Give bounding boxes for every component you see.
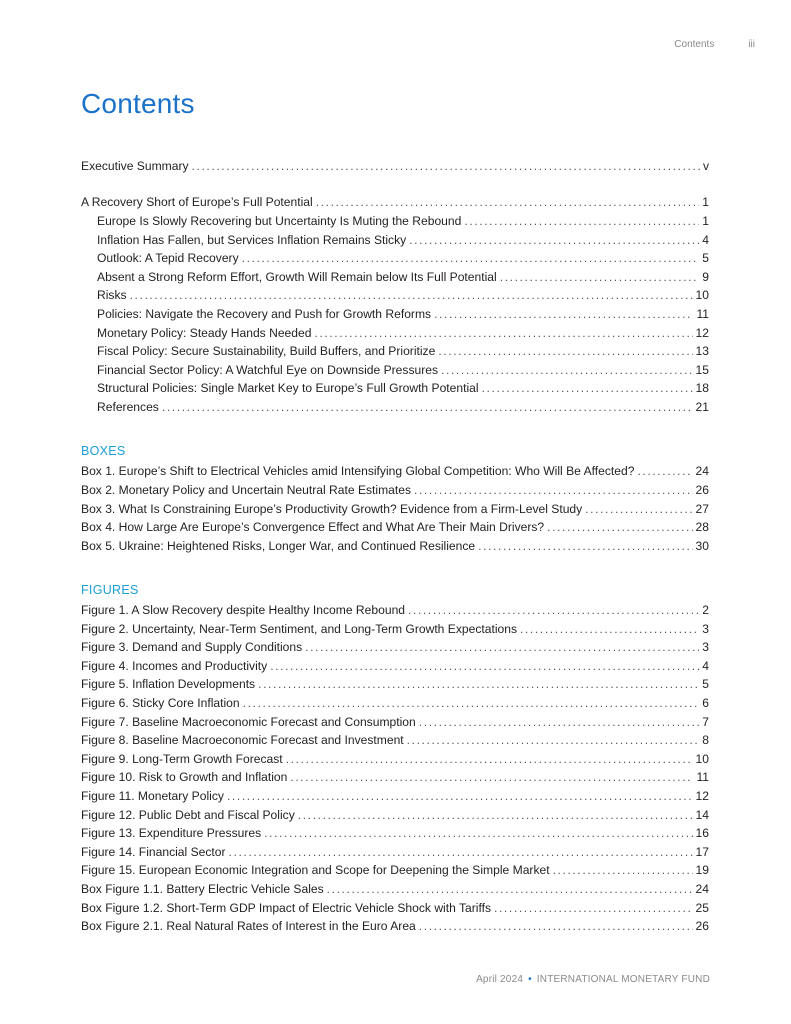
toc-entry-page: 28 bbox=[695, 520, 709, 534]
page-footer bbox=[476, 974, 710, 985]
figure-entry[interactable] bbox=[81, 750, 709, 769]
leader-dots bbox=[434, 305, 693, 324]
leader-dots bbox=[408, 601, 699, 620]
toc-entry-title: A Recovery Short of Europe’s Full Potential bbox=[81, 195, 313, 209]
toc-entry-title: Box 2. Monetary Policy and Uncertain Neutral Rate Estimates bbox=[81, 483, 412, 497]
leader-dots bbox=[162, 398, 693, 417]
toc-entry-page: 6 bbox=[702, 696, 709, 710]
leader-dots bbox=[494, 899, 693, 918]
toc-entry-title: References bbox=[97, 400, 159, 414]
toc-entry-title: Figure 15. European Economic Integration and Scope for Deepening the Simple Market bbox=[81, 863, 550, 877]
toc-subentry[interactable] bbox=[97, 231, 709, 250]
leader-dots bbox=[520, 620, 699, 639]
leader-dots bbox=[290, 768, 693, 787]
toc-entry-page: 5 bbox=[702, 251, 709, 265]
figure-entry[interactable] bbox=[81, 787, 709, 806]
toc-entry-title: Figure 4. Incomes and Productivity bbox=[81, 659, 268, 673]
figure-entry[interactable] bbox=[81, 620, 709, 639]
toc-entry-title: Figure 12. Public Debt and Fiscal Policy bbox=[81, 808, 295, 822]
figure-entry[interactable] bbox=[81, 694, 709, 713]
figure-entry[interactable] bbox=[81, 638, 709, 657]
toc-entry-page: 16 bbox=[695, 826, 709, 840]
toc-entry-page: 7 bbox=[702, 715, 709, 729]
toc-entry-title: Figure 13. Expenditure Pressures bbox=[81, 826, 262, 840]
toc-entry-page: 11 bbox=[696, 307, 709, 321]
toc-entry-page: 25 bbox=[695, 901, 709, 915]
toc-entry-page: 18 bbox=[695, 381, 709, 395]
leader-dots bbox=[327, 880, 693, 899]
figure-entry[interactable] bbox=[81, 824, 709, 843]
leader-dots bbox=[130, 286, 693, 305]
toc-entry-title: Monetary Policy: Steady Hands Needed bbox=[97, 326, 312, 340]
box-entry[interactable] bbox=[81, 537, 709, 556]
figures-heading: FIGURES bbox=[81, 583, 139, 597]
running-header-section: Contents bbox=[674, 39, 715, 50]
leader-dots bbox=[637, 462, 692, 481]
toc-entry-title: Fiscal Policy: Secure Sustainability, Build Buffers, and Prioritize bbox=[97, 344, 436, 358]
figure-entry[interactable] bbox=[81, 861, 709, 880]
toc-entry-page: 19 bbox=[695, 863, 709, 877]
toc-entry-title: Box 4. How Large Are Europe’s Convergence Effect and What Are Their Main Drivers? bbox=[81, 520, 545, 534]
toc-entry-title: Figure 5. Inflation Developments bbox=[81, 677, 256, 691]
toc-subentry[interactable] bbox=[97, 361, 709, 380]
toc-entry-title: Box Figure 1.2. Short-Term GDP Impact of Electric Vehicle Shock with Tariffs bbox=[81, 901, 492, 915]
toc-entry-title: Europe Is Slowly Recovering but Uncertainty Is Muting the Rebound bbox=[97, 214, 462, 228]
toc-entry-title: Figure 8. Baseline Macroeconomic Forecast and Investment bbox=[81, 733, 404, 747]
toc-entry-page: 2 bbox=[702, 603, 709, 617]
leader-dots bbox=[242, 249, 700, 268]
toc-entry-title: Executive Summary bbox=[81, 159, 189, 173]
toc-entry-title: Box 3. What Is Constraining Europe’s Productivity Growth? Evidence from a Firm-Level Study bbox=[81, 502, 583, 516]
figure-entry[interactable] bbox=[81, 768, 709, 787]
box-entry[interactable] bbox=[81, 500, 709, 519]
leader-dots bbox=[441, 361, 693, 380]
toc-entry-title: Figure 9. Long-Term Growth Forecast bbox=[81, 752, 283, 766]
leader-dots bbox=[438, 342, 692, 361]
toc-entry-title: Box Figure 1.1. Battery Electric Vehicle Sales bbox=[81, 882, 324, 896]
toc-entry-title: Figure 11. Monetary Policy bbox=[81, 789, 224, 803]
toc-entry-title: Figure 3. Demand and Supply Conditions bbox=[81, 640, 303, 654]
toc-entry-page: 12 bbox=[695, 789, 709, 803]
toc-entry-title: Policies: Navigate the Recovery and Push for Growth Reforms bbox=[97, 307, 432, 321]
figure-entry[interactable] bbox=[81, 917, 709, 936]
toc-entry-page: 1 bbox=[702, 214, 709, 228]
leader-dots bbox=[478, 537, 692, 556]
toc-subentry[interactable] bbox=[97, 212, 709, 231]
leader-dots bbox=[305, 638, 699, 657]
toc-entry-page: 4 bbox=[702, 233, 709, 247]
leader-dots bbox=[482, 379, 693, 398]
toc-entry-title: Financial Sector Policy: A Watchful Eye on Downside Pressures bbox=[97, 363, 439, 377]
toc-subentry[interactable] bbox=[97, 342, 709, 361]
toc-entry-page: 1 bbox=[702, 195, 709, 209]
toc-entry-title: Structural Policies: Single Market Key to Europe’s Full Growth Potential bbox=[97, 381, 479, 395]
leader-dots bbox=[258, 675, 699, 694]
toc-entry-page: 12 bbox=[695, 326, 709, 340]
toc-entry-title: Box 1. Europe’s Shift to Electrical Vehicles amid Intensifying Global Competition: Who Will Be Affected? bbox=[81, 464, 635, 478]
figure-entry[interactable] bbox=[81, 601, 709, 620]
figure-entry[interactable] bbox=[81, 899, 709, 918]
toc-entry-page: 3 bbox=[702, 622, 709, 636]
toc-subentry[interactable] bbox=[97, 305, 709, 324]
leader-dots bbox=[227, 787, 693, 806]
leader-dots bbox=[243, 694, 700, 713]
leader-dots bbox=[500, 268, 700, 287]
toc-subentry[interactable] bbox=[97, 286, 709, 305]
leader-dots bbox=[316, 193, 700, 212]
toc-entry-page: 26 bbox=[695, 919, 709, 933]
figure-entry[interactable] bbox=[81, 657, 709, 676]
box-entry[interactable] bbox=[81, 462, 709, 481]
toc-entry-page: 27 bbox=[695, 502, 709, 516]
toc-entry-page: 8 bbox=[702, 733, 709, 747]
leader-dots bbox=[286, 750, 693, 769]
toc-entry-page: 10 bbox=[695, 288, 709, 302]
leader-dots bbox=[419, 917, 693, 936]
toc-entry-page: 13 bbox=[695, 344, 709, 358]
page-number: iii bbox=[748, 39, 755, 50]
toc-entry[interactable] bbox=[81, 193, 709, 212]
leader-dots bbox=[464, 212, 699, 231]
figure-entry[interactable] bbox=[81, 843, 709, 862]
running-header bbox=[674, 39, 755, 50]
figure-entry[interactable] bbox=[81, 675, 709, 694]
toc-entry-title: Box 5. Ukraine: Heightened Risks, Longer War, and Continued Resilience bbox=[81, 539, 476, 553]
toc-subentry[interactable] bbox=[97, 324, 709, 343]
toc-entry-page: 15 bbox=[695, 363, 709, 377]
toc-entry[interactable] bbox=[81, 157, 709, 176]
leader-dots bbox=[553, 861, 693, 880]
leader-dots bbox=[409, 231, 699, 250]
toc-entry-title: Figure 1. A Slow Recovery despite Healthy Income Rebound bbox=[81, 603, 406, 617]
leader-dots bbox=[314, 324, 692, 343]
figure-entry[interactable] bbox=[81, 880, 709, 899]
toc-subentry[interactable] bbox=[97, 398, 709, 417]
leader-dots bbox=[229, 843, 693, 862]
toc-subentry[interactable] bbox=[97, 268, 709, 287]
page-title: Contents bbox=[81, 88, 195, 119]
toc-entry-page: 17 bbox=[695, 845, 709, 859]
toc-subentry[interactable] bbox=[97, 249, 709, 268]
leader-dots bbox=[270, 657, 699, 676]
leader-dots bbox=[264, 824, 692, 843]
toc-entry-page: v bbox=[702, 159, 709, 173]
toc-entry-title: Inflation Has Fallen, but Services Inflation Remains Sticky bbox=[97, 233, 407, 247]
leader-dots bbox=[585, 500, 692, 519]
leader-dots bbox=[419, 713, 700, 732]
toc-entry-page: 24 bbox=[695, 882, 709, 896]
toc-entry-title: Figure 6. Sticky Core Inflation bbox=[81, 696, 240, 710]
footer-date: April 2024 bbox=[476, 974, 524, 985]
box-entry[interactable] bbox=[81, 481, 709, 500]
footer-publisher: INTERNATIONAL MONETARY FUND bbox=[536, 974, 710, 985]
leader-dots bbox=[407, 731, 700, 750]
toc-entry-page: 3 bbox=[702, 640, 709, 654]
footer-bullet-icon: • bbox=[528, 974, 532, 985]
toc-entry-title: Figure 10. Risk to Growth and Inflation bbox=[81, 770, 288, 784]
toc-entry-page: 11 bbox=[696, 770, 709, 784]
toc-entry-page: 10 bbox=[695, 752, 709, 766]
toc-entry-page: 26 bbox=[695, 483, 709, 497]
figure-entry[interactable] bbox=[81, 713, 709, 732]
figure-entry[interactable] bbox=[81, 731, 709, 750]
toc-entry-title: Absent a Strong Reform Effort, Growth Will Remain below Its Full Potential bbox=[97, 270, 497, 284]
toc-entry-title: Outlook: A Tepid Recovery bbox=[97, 251, 239, 265]
toc-subentry[interactable] bbox=[97, 379, 709, 398]
box-entry[interactable] bbox=[81, 518, 709, 537]
toc-entry-page: 30 bbox=[695, 539, 709, 553]
toc-entry-page: 21 bbox=[695, 400, 709, 414]
leader-dots bbox=[192, 157, 700, 176]
toc-entry-page: 4 bbox=[702, 659, 709, 673]
leader-dots bbox=[298, 806, 693, 825]
boxes-heading: BOXES bbox=[81, 444, 126, 458]
figure-entry[interactable] bbox=[81, 806, 709, 825]
toc-entry-page: 24 bbox=[695, 464, 709, 478]
toc-entry-page: 5 bbox=[702, 677, 709, 691]
leader-dots bbox=[547, 518, 692, 537]
toc-entry-title: Risks bbox=[97, 288, 127, 302]
toc-entry-page: 14 bbox=[695, 808, 709, 822]
leader-dots bbox=[414, 481, 693, 500]
toc-entry-title: Figure 2. Uncertainty, Near-Term Sentiment, and Long-Term Growth Expectations bbox=[81, 622, 518, 636]
toc-entry-page: 9 bbox=[702, 270, 709, 284]
toc-entry-title: Figure 7. Baseline Macroeconomic Forecast and Consumption bbox=[81, 715, 416, 729]
toc-entry-title: Figure 14. Financial Sector bbox=[81, 845, 226, 859]
toc-entry-title: Box Figure 2.1. Real Natural Rates of Interest in the Euro Area bbox=[81, 919, 416, 933]
